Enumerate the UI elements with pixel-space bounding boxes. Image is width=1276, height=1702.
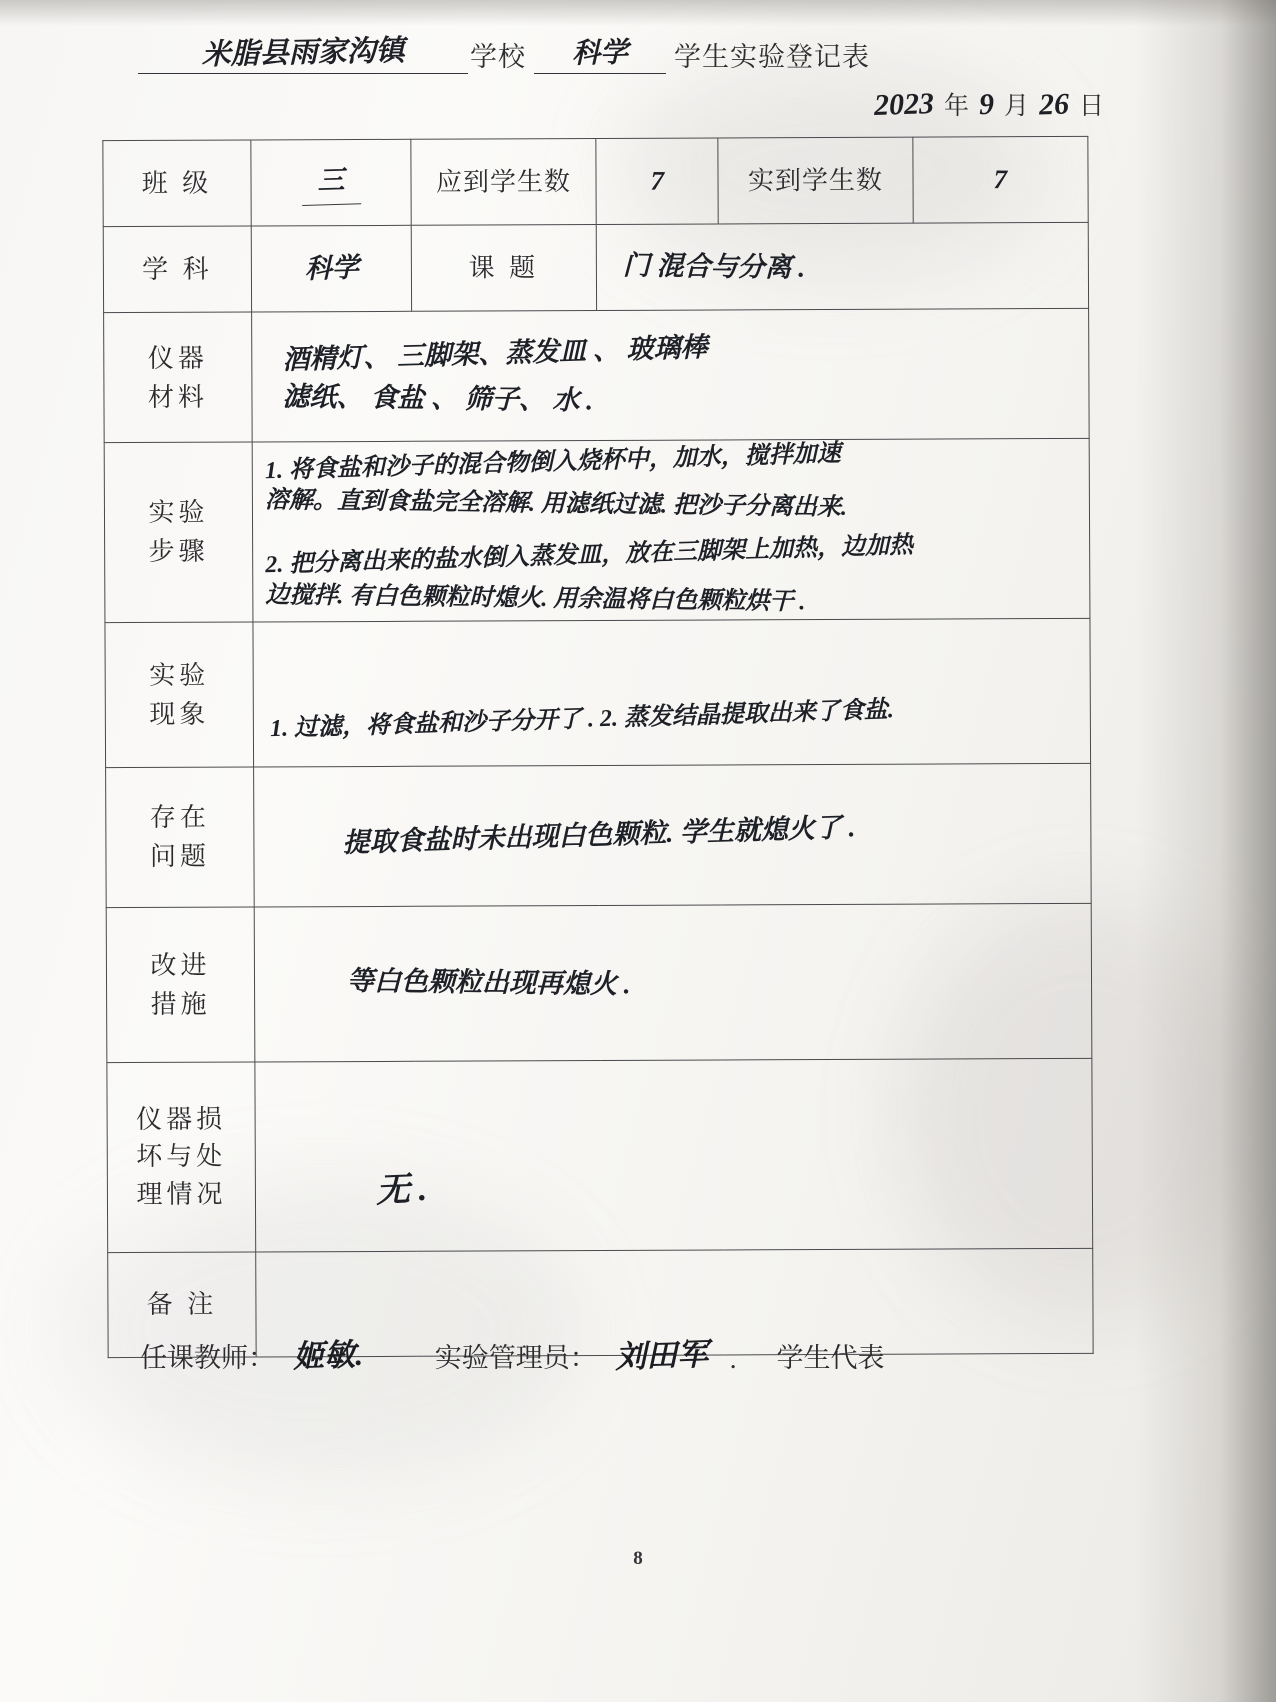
school-name-blank[interactable] [138, 34, 468, 74]
damage-value-cell[interactable] [255, 1058, 1093, 1252]
date-row [870, 86, 1104, 122]
table-row [106, 763, 1092, 907]
problems-label: 存在 问题 [106, 767, 255, 908]
topic-label: 课 题 [411, 225, 596, 312]
student-rep-label: 学生代表 [776, 1343, 885, 1373]
date-day-label: 日 [1078, 93, 1104, 120]
steps-line: 2. 把分离出来的盐水倒入蒸发皿，放在三脚架上加热，边加热 [264, 532, 914, 579]
topic-value-cell[interactable] [596, 222, 1088, 310]
class-label: 班 级 [103, 140, 251, 227]
improvements-label: 改进 措施 [106, 907, 255, 1063]
apparatus-label: 仪器 材料 [104, 312, 253, 443]
lab-manager-label: 实验管理员： [434, 1343, 597, 1373]
school-name-handwriting: 米脂县雨家沟镇 [201, 34, 405, 72]
improvements-value-cell[interactable] [254, 903, 1092, 1062]
table-row [103, 136, 1088, 226]
table-row [107, 1058, 1093, 1252]
actual-students-label: 实到学生数 [718, 137, 913, 224]
subject-label: 学 科 [103, 226, 251, 313]
apparatus-line: 滤纸、 食盐 、 筛子、 水 . [282, 380, 594, 415]
subject-handwriting: 科学 [571, 37, 629, 70]
class-value: 三 [301, 159, 361, 207]
phenomena-value-cell[interactable] [253, 618, 1091, 767]
date-month-label: 月 [1003, 93, 1029, 120]
experiment-registration-table [102, 136, 1093, 1358]
damage-line: 无 . [375, 1170, 428, 1210]
date-year-label: 年 [943, 93, 969, 120]
page-number: 8 [633, 1548, 643, 1569]
date-month-value: 9 [978, 87, 995, 122]
date-day-value: 26 [1038, 87, 1070, 122]
problems-value-cell[interactable] [254, 763, 1092, 907]
apparatus-value-cell[interactable] [252, 308, 1090, 442]
problems-line: 提取食盐时未出现白色颗粒. 学生就熄火了 . [342, 811, 856, 858]
steps-label: 实验 步骤 [104, 442, 253, 622]
signature-row [140, 1330, 1120, 1375]
steps-line: 溶解。直到食盐完全溶解. 用滤纸过滤. 把沙子分离出来. [264, 487, 848, 522]
phenomena-line: 1. 过滤，将食盐和沙子分开了 . 2. 蒸发结晶提取出来了食盐. [269, 696, 895, 742]
improvements-line: 等白色颗粒出现再熄火 . [346, 965, 631, 1000]
teacher-signature[interactable]: 姬敏. [292, 1336, 364, 1375]
table-row [104, 308, 1090, 442]
apparatus-line: 酒精灯、 三脚架、蒸发皿 、 玻璃棒 [281, 332, 708, 376]
school-label: 学校 [470, 42, 526, 72]
table-row [104, 438, 1090, 622]
phenomena-label: 实验 现象 [105, 622, 254, 768]
remarks-label: 备 注 [108, 1252, 256, 1358]
damage-label: 仪器损 坏与处 理情况 [107, 1062, 256, 1253]
expected-students-value-cell[interactable] [596, 138, 718, 225]
subject-value: 科学 [303, 252, 359, 284]
steps-value-cell[interactable] [252, 438, 1090, 621]
table-row [103, 222, 1088, 312]
table-row [105, 618, 1091, 767]
title-tail: 学生实验登记表 [674, 42, 870, 72]
actual-students-value-cell[interactable] [913, 136, 1088, 223]
teacher-label: 任课教师： [140, 1343, 275, 1373]
lab-manager-signature[interactable]: 刘田军 [614, 1336, 709, 1375]
actual-students-value: 7 [993, 164, 1008, 195]
steps-line: 边搅拌. 有白色颗粒时熄火. 用余温将白色颗粒烘干 . [265, 581, 806, 615]
document-title-row [138, 28, 1138, 74]
steps-line: 1. 将食盐和沙子的混合物倒入烧杯中，加水，搅拌加速 [264, 440, 842, 485]
expected-students-label: 应到学生数 [411, 139, 596, 226]
date-year-value: 2023 [873, 86, 935, 123]
subject-value-cell[interactable] [251, 225, 411, 312]
expected-students-value: 7 [650, 165, 664, 196]
subject-blank[interactable] [534, 39, 666, 74]
class-value-cell[interactable] [251, 139, 411, 226]
lab-manager-dot: . [729, 1344, 737, 1374]
table-row [106, 903, 1092, 1062]
topic-value: 门 混合与分离 . [622, 250, 806, 283]
